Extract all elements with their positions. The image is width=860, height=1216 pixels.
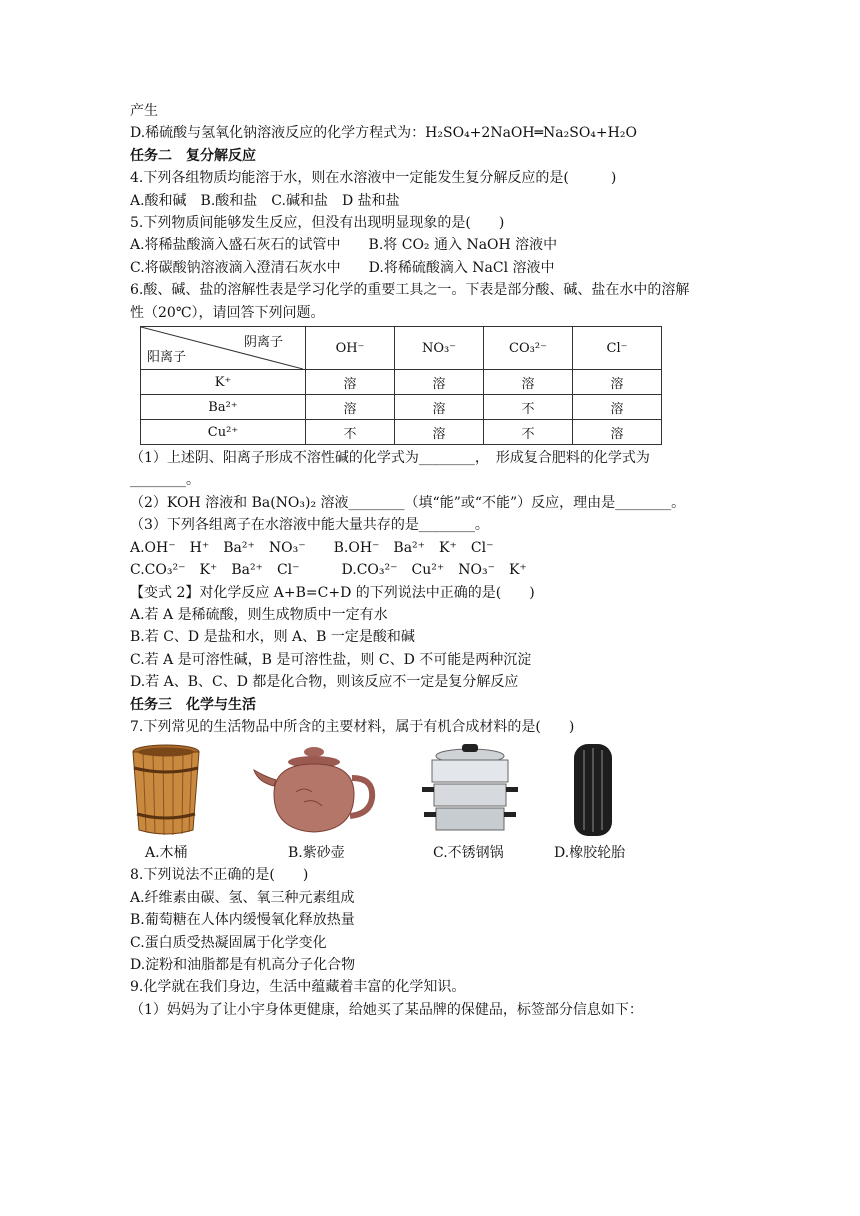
table-cell: 不 xyxy=(484,420,573,445)
anion-header: Cl⁻ xyxy=(573,327,662,370)
caption-c: C.不锈钢锅 xyxy=(433,845,504,862)
question-8-option-a: A.纤维素由碳、氢、氧三种元素组成 xyxy=(130,889,355,906)
caption-b: B.紫砂壶 xyxy=(288,845,345,862)
caption-d: D.橡胶轮胎 xyxy=(554,845,626,862)
teapot-image xyxy=(252,742,376,838)
question-6-part-1-cont: ________。 xyxy=(130,472,200,489)
text-line: 产生 xyxy=(130,103,158,119)
table-cell: 溶 xyxy=(573,420,662,445)
table-cell: 不 xyxy=(306,420,395,445)
solubility-table xyxy=(140,326,662,445)
question-9-part-1: （1）妈妈为了让小宇身体更健康，给她买了某品牌的保健品，标签部分信息如下： xyxy=(130,1001,643,1018)
question-7-captions xyxy=(130,842,740,864)
question-5-options-ab: A.将稀盐酸滴入盛石灰石的试管中 B.将 CO₂ 通入 NaOH 溶液中 xyxy=(130,237,558,254)
question-4-options: A.酸和碱 B.酸和盐 C.碱和盐 D 盐和盐 xyxy=(130,192,400,209)
table-cell: 溶 xyxy=(573,395,662,420)
table-cell: 溶 xyxy=(395,395,484,420)
cation-label: 阳离子 xyxy=(147,350,187,366)
cation-cell: Cu²⁺ xyxy=(141,420,306,445)
variant-2-option-c: C.若 A 是可溶性碱，B 是可溶性盐，则 C、D 不可能是两种沉淀 xyxy=(130,651,532,668)
question-6-part-3: （3）下列各组离子在水溶液中能大量共存的是________。 xyxy=(130,517,489,534)
table-cell: 溶 xyxy=(484,370,573,395)
anion-label: 阴离子 xyxy=(243,335,283,351)
anion-header: NO₃⁻ xyxy=(395,327,484,370)
table-row xyxy=(141,370,662,395)
steamer-pot-image xyxy=(422,742,518,838)
question-5-options-cd: C.将碳酸钠溶液滴入澄清石灰水中 D.将稀硫酸滴入 NaCl 溶液中 xyxy=(130,259,555,276)
table-cell: 溶 xyxy=(573,370,662,395)
question-8-option-b: B.葡萄糖在人体内缓慢氧化释放热量 xyxy=(130,912,355,929)
question-4: 4.下列各组物质均能溶于水，则在水溶液中一定能发生复分解反应的是( ) xyxy=(130,170,617,187)
variant-2: 【变式 2】对化学反应 A+B=C+D 的下列说法中正确的是( ) xyxy=(130,584,535,601)
question-5: 5.下列物质间能够发生反应，但没有出现明显现象的是( ) xyxy=(130,215,505,232)
table-row xyxy=(141,420,662,445)
table-row xyxy=(141,395,662,420)
question-7: 7.下列常见的生活物品中所含的主要材料，属于有机合成材料的是( ) xyxy=(130,718,575,735)
variant-2-option-d: D.若 A、B、C、D 都是化合物，则该反应不一定是复分解反应 xyxy=(130,674,519,691)
variant-2-option-b: B.若 C、D 是盐和水，则 A、B 一定是酸和碱 xyxy=(130,629,415,646)
wooden-bucket-image xyxy=(130,742,202,838)
question-8-option-c: C.蛋白质受热凝固属于化学变化 xyxy=(130,934,327,951)
question-6-part-1: （1）上述阴、阳离子形成不溶性碱的化学式为________， 形成复合肥料的化学式为 xyxy=(130,450,650,467)
table-cell: 溶 xyxy=(395,420,484,445)
cation-cell: Ba²⁺ xyxy=(141,395,306,420)
question-6-part-2: （2）KOH 溶液和 Ba(NO₃)₂ 溶液________（填“能”或“不能”）反应，理由是________。 xyxy=(130,494,686,511)
question-8-option-d: D.淀粉和油脂都是有机高分子化合物 xyxy=(130,956,356,973)
table-cell: 不 xyxy=(484,395,573,420)
section-heading: 任务二 复分解反应 xyxy=(130,147,256,164)
question-6-options-ab: A.OH⁻ H⁺ Ba²⁺ NO₃⁻ B.OH⁻ Ba²⁺ K⁺ Cl⁻ xyxy=(130,539,494,556)
table-cell: 溶 xyxy=(395,370,484,395)
caption-a: A.木桶 xyxy=(145,845,188,862)
question-7-images xyxy=(130,742,740,842)
table-corner-header xyxy=(141,327,306,370)
variant-2-option-a: A.若 A 是稀硫酸，则生成物质中一定有水 xyxy=(130,606,388,623)
question-8: 8.下列说法不正确的是( ) xyxy=(130,867,309,884)
cation-cell: K⁺ xyxy=(141,370,306,395)
table-cell: 溶 xyxy=(306,370,395,395)
rubber-tire-image xyxy=(570,742,616,838)
question-6: 6.酸、碱、盐的溶解性表是学习化学的重要工具之一。下表是部分酸、碱、盐在水中的溶解 xyxy=(130,282,690,299)
question-6-cont: 性（20℃），请回答下列问题。 xyxy=(130,304,325,321)
text-line: D.稀硫酸与氢氧化钠溶液反应的化学方程式为：H₂SO₄+2NaOH═Na₂SO₄+H₂O xyxy=(130,125,637,142)
question-6-options-cd: C.CO₃²⁻ K⁺ Ba²⁺ Cl⁻ D.CO₃²⁻ Cu²⁺ NO₃⁻ K⁺ xyxy=(130,562,527,579)
anion-header: OH⁻ xyxy=(306,327,395,370)
question-9: 9.化学就在我们身边，生活中蕴藏着丰富的化学知识。 xyxy=(130,979,466,996)
anion-header: CO₃²⁻ xyxy=(484,327,573,370)
document-page xyxy=(130,100,740,1021)
table-cell: 溶 xyxy=(306,395,395,420)
section-heading: 任务三 化学与生活 xyxy=(130,696,256,713)
